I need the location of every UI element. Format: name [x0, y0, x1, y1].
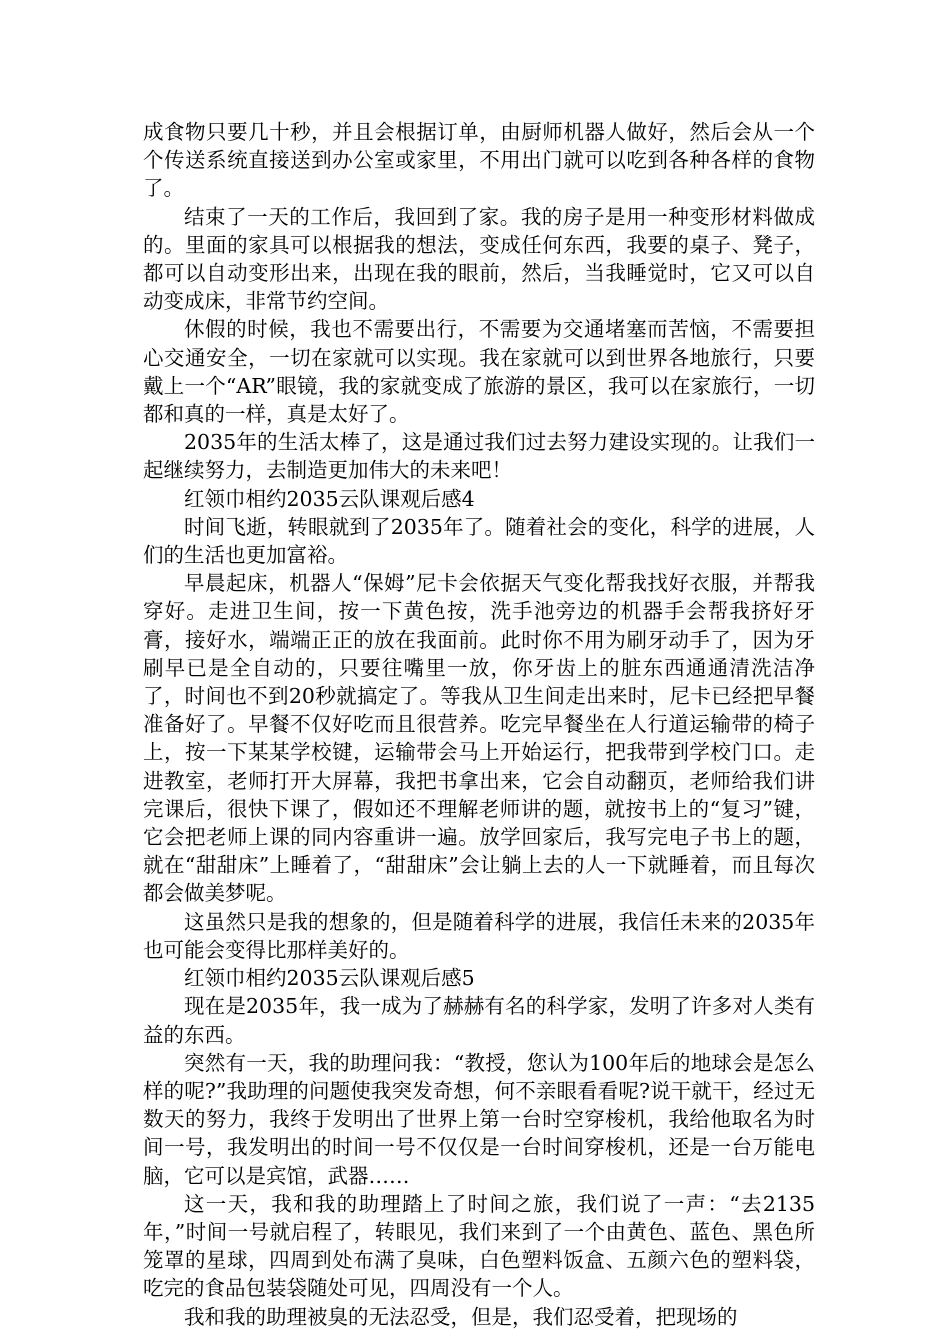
section-heading-4: 红领巾相约2035云队课观后感4	[184, 486, 475, 511]
paragraph: 时间飞逝，转眼就到了2035年了。随着社会的变化，科学的进展，人们的生活也更加富裕。	[143, 514, 815, 568]
paragraph-continuation: 成食物只要几十秒，并且会根据订单，由厨师机器人做好，然后会从一个个传送系统直接送到办公室或家里，不用出门就可以吃到各种各样的食物了。	[143, 120, 815, 201]
paragraph: 这一天，我和我的助理踏上了时间之旅，我们说了一声：“去2135年，”时间一号就启程了，转眼见，我们来到了一个由黄色、蓝色、黑色所笼罩的星球，四周到处布满了臭味，白色塑料饭盒、五颜六色的塑料袋，吃完的食品包装袋随处可见，四周没有一个人。	[143, 1191, 815, 1301]
paragraph: 早晨起床，机器人“保姆”尼卡会依据天气变化帮我找好衣服，并帮我穿好。走进卫生间，按一下黄色按，洗手池旁边的机器手会帮我挤好牙膏，接好水，端端正正的放在我面前。此时你不用为刷牙动手了，因为牙刷早已是全自动的，只要往嘴里一放，你牙齿上的脏东西通通清洗洁净了，时间也不到20秒就搞定了。等我从卫生间走出来时，尼卡已经把早餐准备好了。早餐不仅好吃而且很营养。吃完早餐坐在人行道运输带的椅子上，按一下某某学校键，运输带会马上开始运行，把我带到学校门口。走进教室，老师打开大屏幕，我把书拿出来，它会自动翻页，老师给我们讲完课后，很快下课了，假如还不理解老师讲的题，就按书上的“复习”键，它会把老师上课的同内容重讲一遍。放学回家后，我写完电子书上的题，就在“甜甜床”上睡着了，“甜甜床”会让躺上去的人一下就睡着，而且每次都会做美梦呢。	[143, 571, 815, 906]
paragraph: 现在是2035年，我一成为了赫赫有名的科学家，发明了许多对人类有益的东西。	[143, 994, 815, 1047]
section-heading-5: 红领巾相约2035云队课观后感5	[184, 966, 475, 991]
paragraph: 结束了一天的工作后，我回到了家。我的房子是用一种变形材料做成的。里面的家具可以根据我的想法，变成任何东西，我要的桌子、凳子，都可以自动变形出来，出现在我的眼前，然后，当我睡觉时，它又可以自动变成床，非常节约空间。	[143, 204, 815, 314]
paragraph: 突然有一天，我的助理问我：“教授，您认为100年后的地球会是怎么样的呢?”我助理的问题使我突发奇想，何不亲眼看看呢?说干就干，经过无数天的努力，我终于发明出了世界上第一台时空穿梭机，我给他取名为时间一号，我发明出的时间一号不仅仅是一台时间穿梭机，还是一台万能电脑，它可以是宾馆，武器……	[143, 1050, 815, 1188]
paragraph: 这虽然只是我的想象的，但是随着科学的进展，我信任未来的2035年也可能会变得比那样美好的。	[143, 909, 815, 962]
paragraph: 休假的时候，我也不需要出行，不需要为交通堵塞而苦恼，不需要担心交通安全，一切在家就可以实现。我在家就可以到世界各地旅行，只要戴上一个“AR”眼镜，我的家就变成了旅游的景区，我可以在家旅行，一切都和真的一样，真是太好了。	[143, 317, 815, 427]
document-page	[143, 118, 815, 1331]
paragraph: 我和我的助理被臭的无法忍受，但是，我们忍受着，把现场的	[184, 1304, 738, 1329]
paragraph: 2035年的生活太棒了，这是通过我们过去努力建设实现的。让我们一起继续努力，去制造更加伟大的未来吧！	[143, 430, 815, 483]
